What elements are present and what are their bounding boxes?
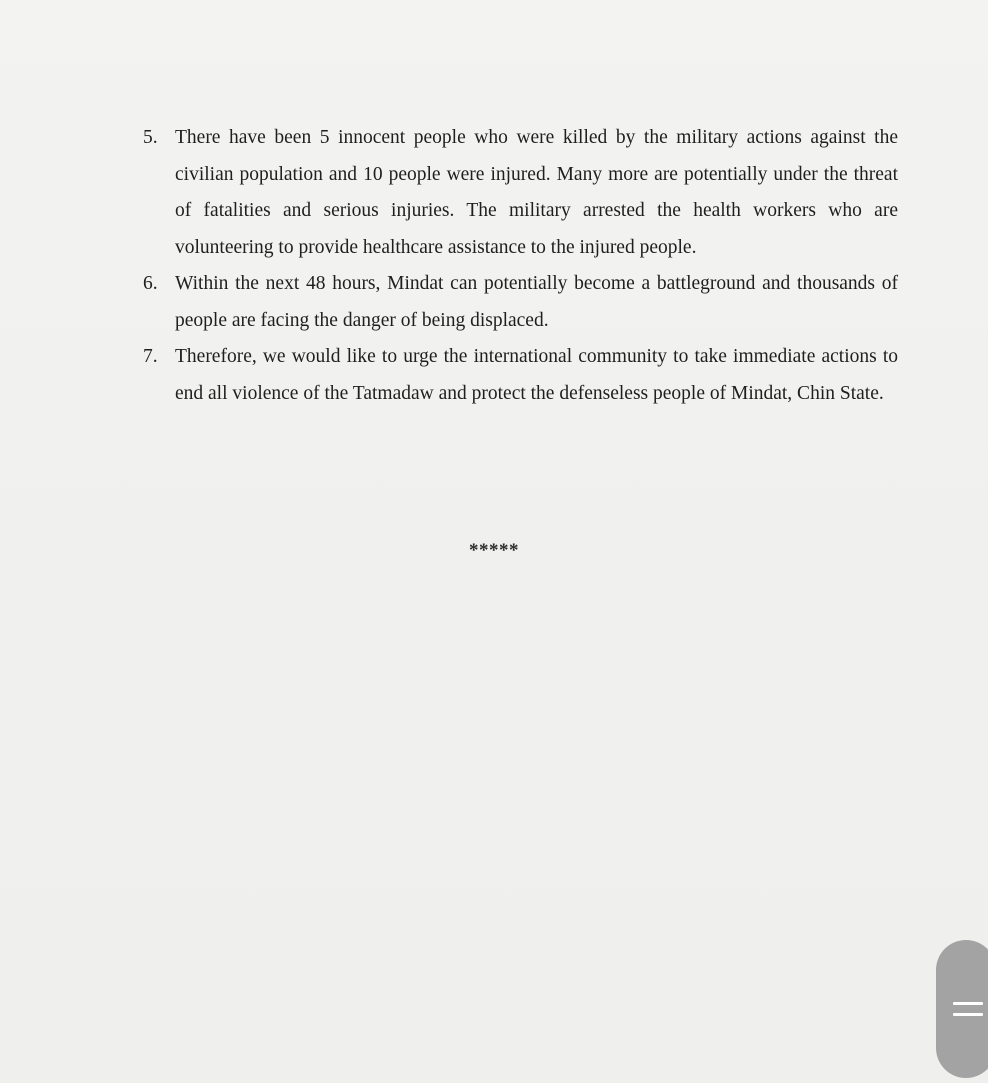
list-item-6	[143, 266, 898, 339]
scroll-handle[interactable]	[936, 940, 988, 1078]
list-item-number: 5.	[143, 127, 158, 148]
list-item-number: 7.	[143, 346, 158, 367]
section-separator: *****	[469, 540, 519, 561]
list-item-text: Therefore, we would like to urge the international community to take immediate actions to end all violence of the Tatmadaw and protect the defenseless people of Mindat, Chin State.	[175, 346, 898, 404]
numbered-list	[143, 120, 898, 412]
list-item-5	[143, 120, 898, 266]
list-item-number: 6.	[143, 273, 158, 294]
list-item-7	[143, 339, 898, 412]
list-item-text: Within the next 48 hours, Mindat can potentially become a battleground and thousands of people are facing the danger of being displaced.	[175, 273, 898, 331]
list-item-text: There have been 5 innocent people who were killed by the military actions against the civilian population and 10 people were injured. Many more are potentially under the threat of fatalities and serious injuries. The military arrested the health workers who are volunteering to provide healthcare assistance to the injured people.	[175, 127, 898, 258]
document-body	[143, 120, 898, 412]
